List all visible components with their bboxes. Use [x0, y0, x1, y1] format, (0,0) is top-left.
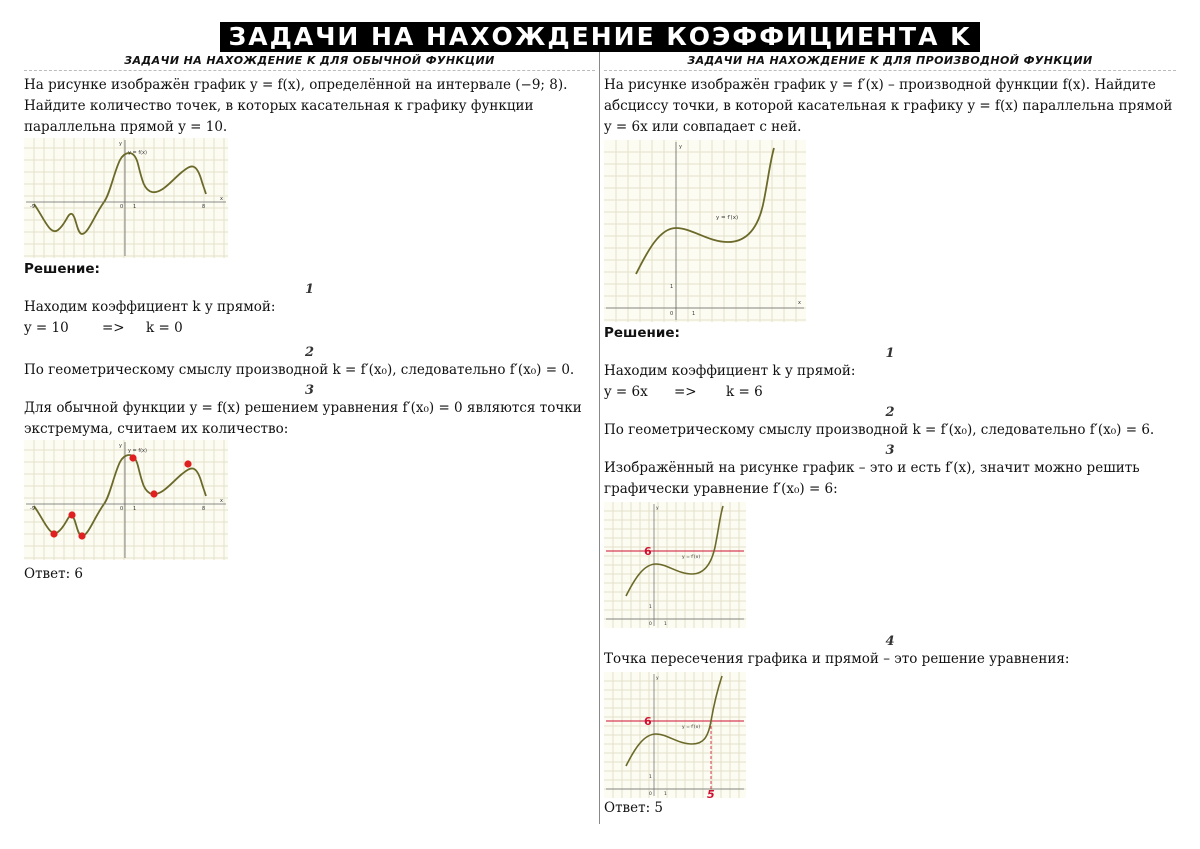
right-step-4-marker: 4 [885, 634, 895, 649]
left-step-3-marker: 3 [304, 383, 315, 398]
right-step-3-text: Изображённый на рисунке график – это и есть f′(x), значит можно решить графически уравнение f′(x₀) = 6: [604, 460, 1140, 497]
left-graph-origin: 0 [120, 204, 124, 210]
right-graph2-curve-label: y = f′(x) [682, 555, 701, 560]
left-eq-arrow: => [102, 320, 125, 336]
left-step-2-text: По геометрическому смыслу производной k = f′(x₀), следовательно f′(x₀) = 0. [24, 362, 575, 378]
right-graph2-one-x: 1 [664, 622, 667, 627]
left-graph-y-label: y [119, 141, 122, 147]
right-answer: Ответ: 5 [604, 800, 664, 816]
label-six: 6 [644, 545, 652, 558]
right-graph-one-y: 1 [670, 284, 674, 290]
extremum-point [150, 490, 157, 497]
left-column [24, 52, 595, 584]
right-step-4-text: Точка пересечения графика и прямой – это решение уравнения: [604, 651, 1070, 667]
page-title: ЗАДАЧИ НА НАХОЖДЕНИЕ КОЭФФИЦИЕНТА K [220, 22, 979, 52]
extremum-point [78, 532, 85, 539]
left-graph-x-label: x [220, 196, 223, 202]
left-problem: На рисунке изображён график y = f(x), определённой на интервале (−9; 8). Найдите количество точек, в которых касательная к графику функции параллельна прямой y = 10. [24, 77, 568, 135]
right-step-2-marker: 2 [885, 405, 895, 420]
right-graph3-y-label: y [656, 676, 659, 681]
left-extrema-y-label: y [119, 443, 122, 449]
right-graph2-y-label: y [656, 506, 659, 511]
column-divider [599, 52, 600, 824]
right-step-1-marker: 1 [885, 346, 895, 361]
right-graph2-one-y: 1 [649, 605, 652, 610]
left-step-1-text: Находим коэффициент k у прямой: [24, 299, 276, 315]
left-graph-left-end: -9 [30, 204, 35, 210]
right-problem: На рисунке изображён график y = f′(x) – производной функции f(x). Найдите абсциссу точки, в которой касательная к графику y = f(x) параллельна прямой y = 6x или совпадает с ней. [604, 77, 1173, 135]
right-step-3-marker: 3 [885, 443, 895, 458]
left-subtitle: ЗАДАЧИ НА НАХОЖДЕНИЕ K ДЛЯ ОБЫЧНОЙ ФУНКЦИИ [24, 52, 595, 71]
left-extrema-one: 1 [133, 506, 137, 512]
extremum-point [68, 511, 75, 518]
right-eq-right: k = 6 [726, 384, 763, 400]
left-graph-right-end: 8 [202, 204, 206, 210]
left-extrema-x-label: x [220, 498, 223, 504]
right-graph3-curve-label: y = f′(x) [682, 725, 701, 730]
extremum-point [129, 454, 136, 461]
left-extrema-curve-label: y = f(x) [128, 448, 147, 454]
right-graph2-origin: 0 [649, 622, 652, 627]
left-eq-right: k = 0 [146, 320, 183, 336]
left-step-3-text: Для обычной функции y = f(x) решением уравнения f′(x₀) = 0 являются точки экстремума, считаем их количество: [24, 400, 582, 437]
left-graph-one: 1 [133, 204, 137, 210]
right-graph-curve-label: y = f′(x) [716, 215, 739, 221]
left-eq-left: y = 10 [24, 320, 69, 336]
extremum-point [184, 460, 191, 467]
left-step-2-marker: 2 [304, 345, 315, 360]
right-eq-arrow: => [674, 384, 697, 400]
right-graph-derivative [604, 140, 806, 322]
left-extrema-origin: 0 [120, 506, 124, 512]
left-extrema-right-end: 8 [202, 506, 206, 512]
left-extrema-left-end: -9 [30, 506, 35, 512]
left-step-1-marker: 1 [304, 282, 315, 297]
right-step-1-text: Находим коэффициент k у прямой: [604, 363, 856, 379]
extremum-point [50, 530, 57, 537]
left-graph-curve-label: y = f(x) [128, 150, 147, 156]
right-step-2-text: По геометрическому смыслу производной k = f′(x₀), следовательно f′(x₀) = 6. [604, 422, 1155, 438]
left-graph-function [24, 138, 228, 258]
right-graph3-origin: 0 [649, 792, 652, 797]
right-graph3-one-y: 1 [649, 775, 652, 780]
right-graph-one-x: 1 [692, 311, 696, 317]
left-step-1-equation [24, 318, 595, 339]
page-header [0, 22, 1200, 52]
right-solution-label: Решение: [604, 325, 680, 341]
label-six-b: 6 [644, 715, 652, 728]
right-column [604, 52, 1176, 818]
right-graph-x-label: x [798, 300, 801, 306]
right-graph3-one-x: 1 [664, 792, 667, 797]
right-eq-left: y = 6x [604, 384, 648, 400]
label-five: 5 [707, 788, 715, 798]
right-step-1-equation [604, 382, 1176, 403]
right-subtitle: ЗАДАЧИ НА НАХОЖДЕНИЕ K ДЛЯ ПРОИЗВОДНОЙ ФУНКЦИИ [604, 52, 1176, 71]
left-solution-label: Решение: [24, 261, 100, 277]
right-graph-line-6 [604, 502, 746, 628]
right-graph-intersection [604, 672, 746, 798]
right-graph-y-label: y [679, 144, 682, 150]
right-graph-origin: 0 [670, 311, 674, 317]
left-answer: Ответ: 6 [24, 566, 84, 582]
left-graph-extrema [24, 440, 228, 560]
